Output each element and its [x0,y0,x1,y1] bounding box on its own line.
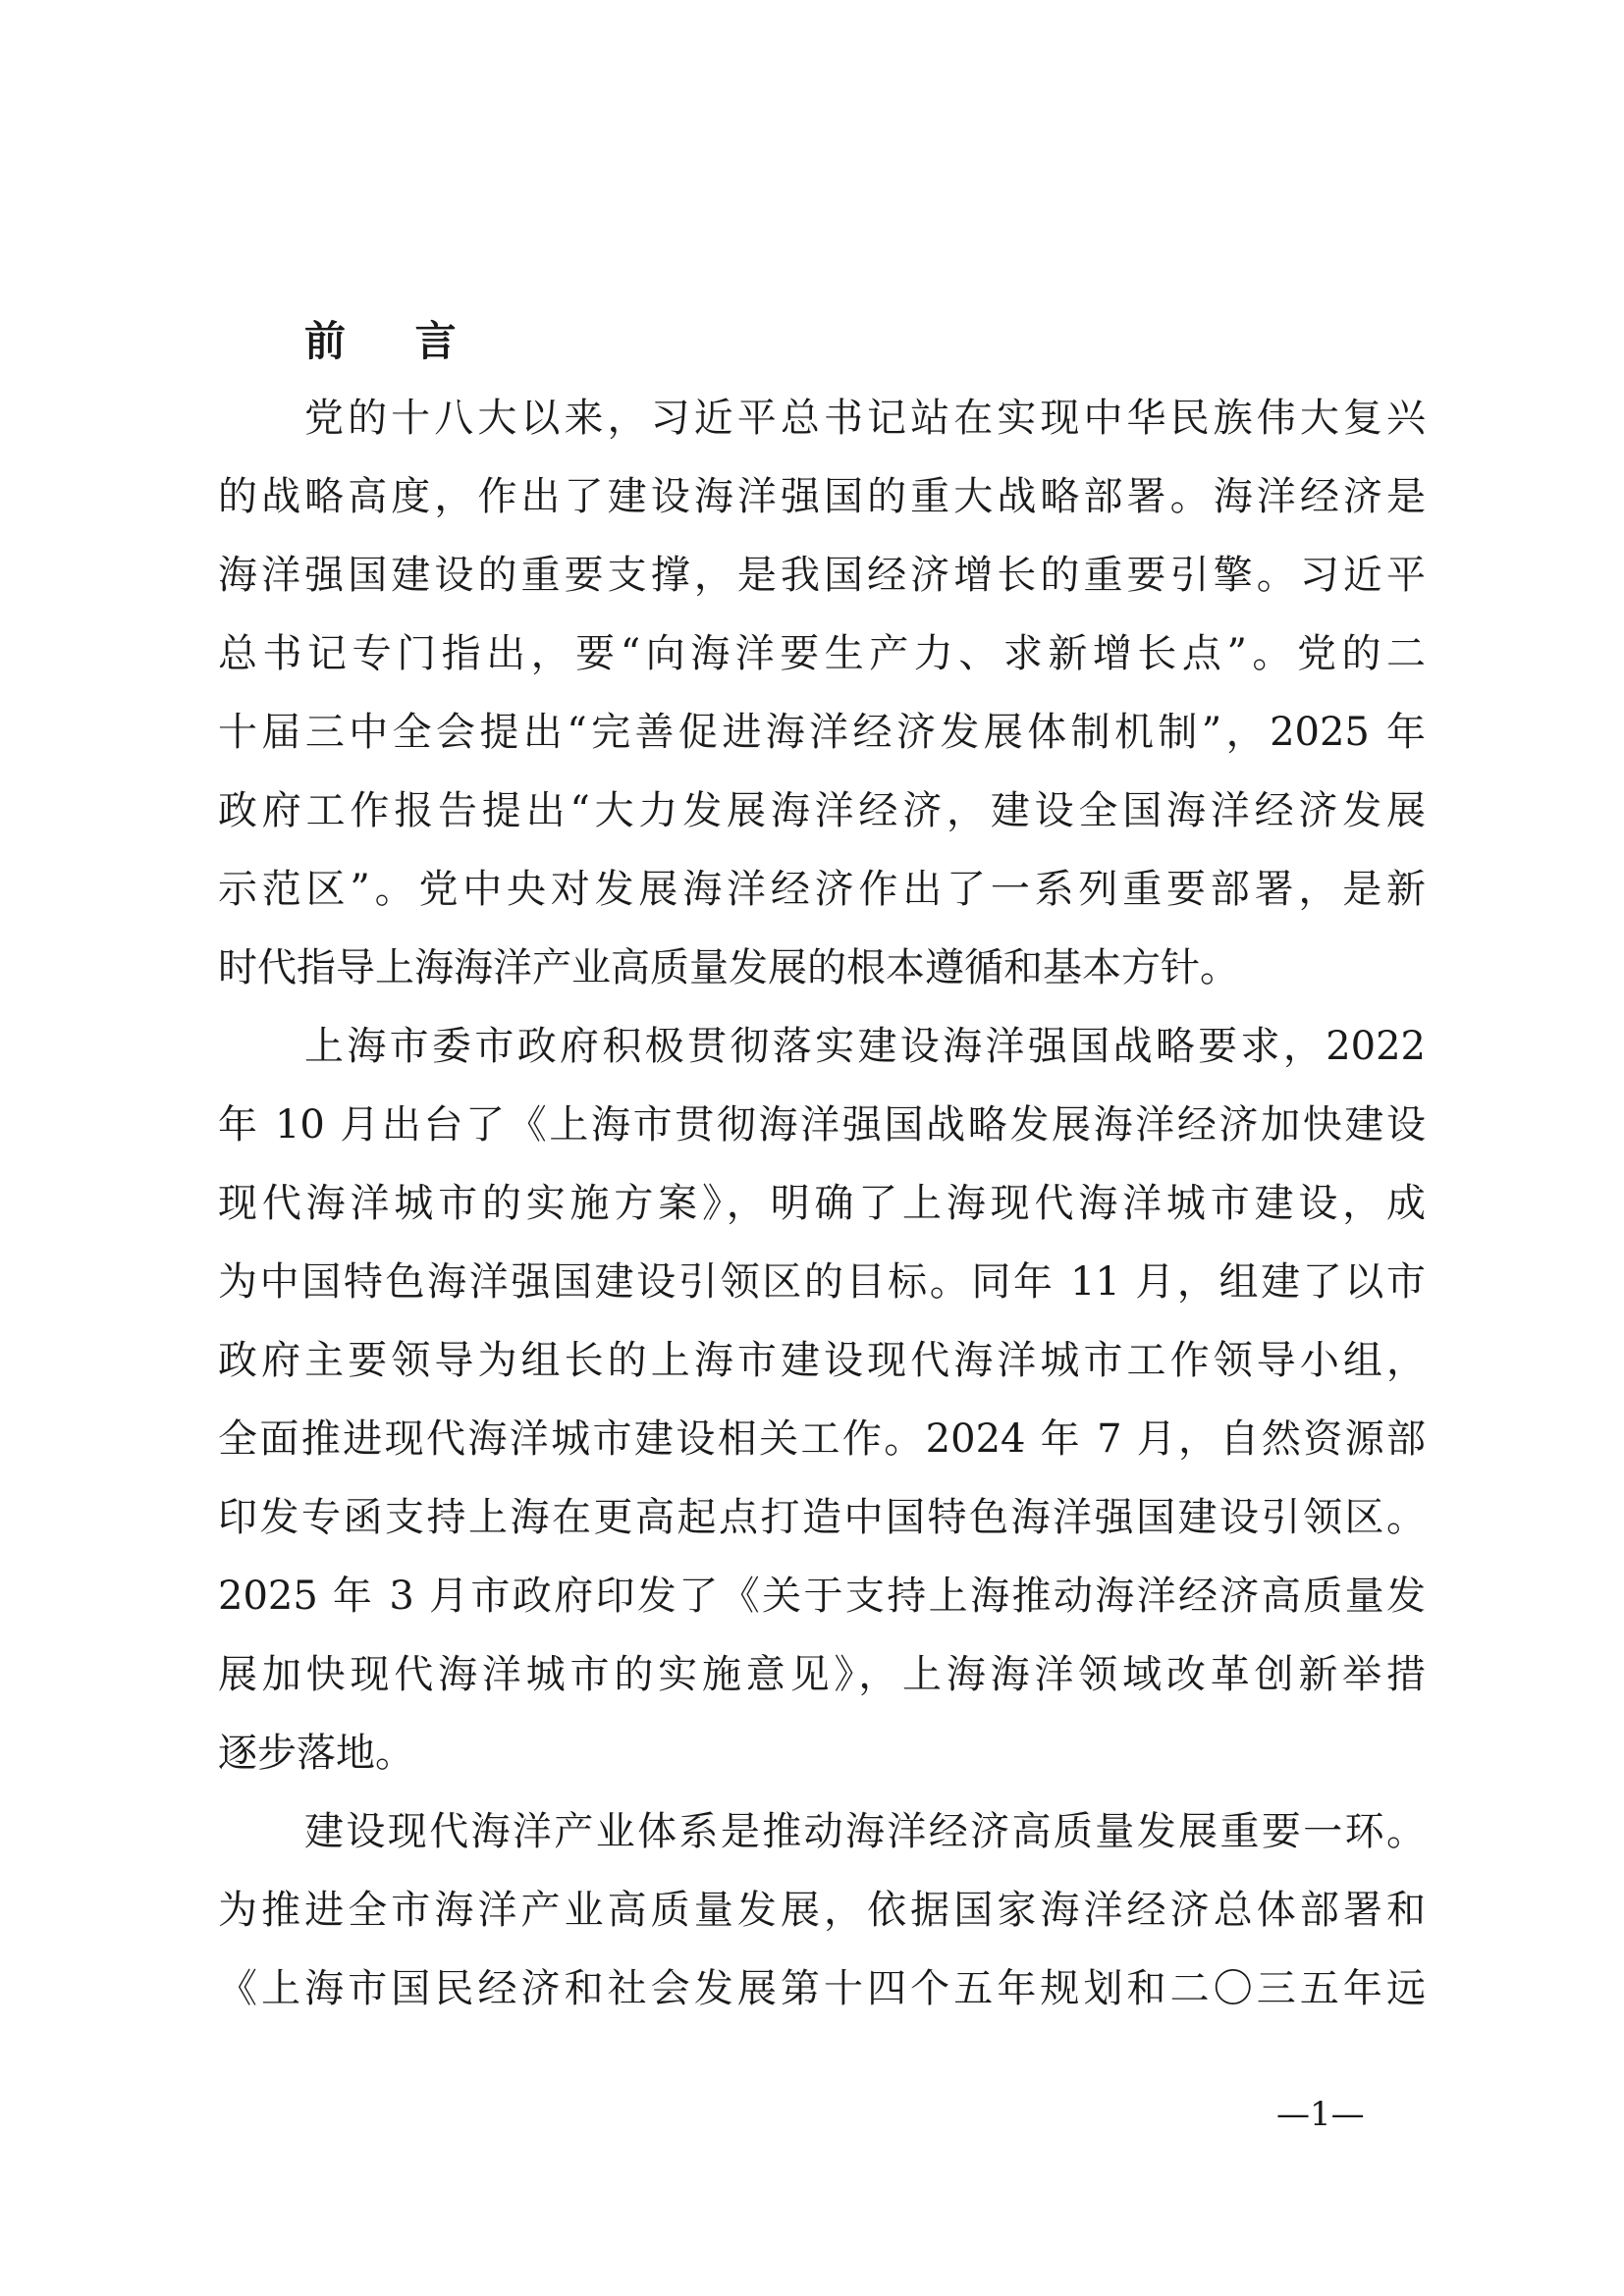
paragraph-line: 《上海市国民经济和社会发展第十四个五年规划和二〇三五年远 [218,1966,1426,2011]
paragraph-line: 年 10 月出台了《上海市贯彻海洋强国战略发展海洋经济加快建设 [218,1102,1426,1148]
paragraph-line: 示范区”。党中央对发展海洋经济作出了一系列重要部署，是新 [218,867,1426,912]
paragraph-line: 政府工作报告提出“大力发展海洋经济，建设全国海洋经济发展 [218,788,1426,833]
paragraph-line: 总书记专门指出，要“向海洋要生产力、求新增长点”。党的二 [218,631,1426,676]
paragraph-line: 展加快现代海洋城市的实施意见》，上海海洋领域改革创新举措 [218,1652,1426,1697]
paragraph-line: 海洋强国建设的重要支撑，是我国经济增长的重要引擎。习近平 [218,553,1426,598]
paragraph-line: 党的十八大以来，习近平总书记站在实现中华民族伟大复兴 [304,396,1426,441]
paragraph-line: 2025 年 3 月市政府印发了《关于支持上海推动海洋经济高质量发 [218,1574,1426,1619]
page-number: —1— [1276,2095,1365,2134]
paragraph-line: 现代海洋城市的实施方案》，明确了上海现代海洋城市建设，成 [218,1181,1426,1226]
paragraph-line: 印发专函支持上海在更高起点打造中国特色海洋强国建设引领区。 [218,1495,1426,1540]
paragraph-line: 为推进全市海洋产业高质量发展，依据国家海洋经济总体部署和 [218,1888,1426,1933]
section-heading: 前 言 [304,317,484,365]
paragraph-line: 上海市委市政府积极贯彻落实建设海洋强国战略要求，2022 [304,1024,1426,1069]
paragraph-line: 时代指导上海海洋产业高质量发展的根本遵循和基本方针。 [218,945,1239,990]
paragraph-line: 十届三中全会提出“完善促进海洋经济发展体制机制”，2025 年 [218,710,1426,755]
paragraph-line: 建设现代海洋产业体系是推动海洋经济高质量发展重要一环。 [304,1809,1426,1854]
paragraph-line: 的战略高度，作出了建设海洋强国的重大战略部署。海洋经济是 [218,474,1426,519]
paragraph-line: 逐步落地。 [218,1731,414,1776]
paragraph-line: 政府主要领导为组长的上海市建设现代海洋城市工作领导小组， [218,1338,1426,1383]
paragraph-line: 为中国特色海洋强国建设引领区的目标。同年 11 月，组建了以市 [218,1259,1426,1305]
paragraph-line: 全面推进现代海洋城市建设相关工作。2024 年 7 月，自然资源部 [218,1416,1426,1462]
